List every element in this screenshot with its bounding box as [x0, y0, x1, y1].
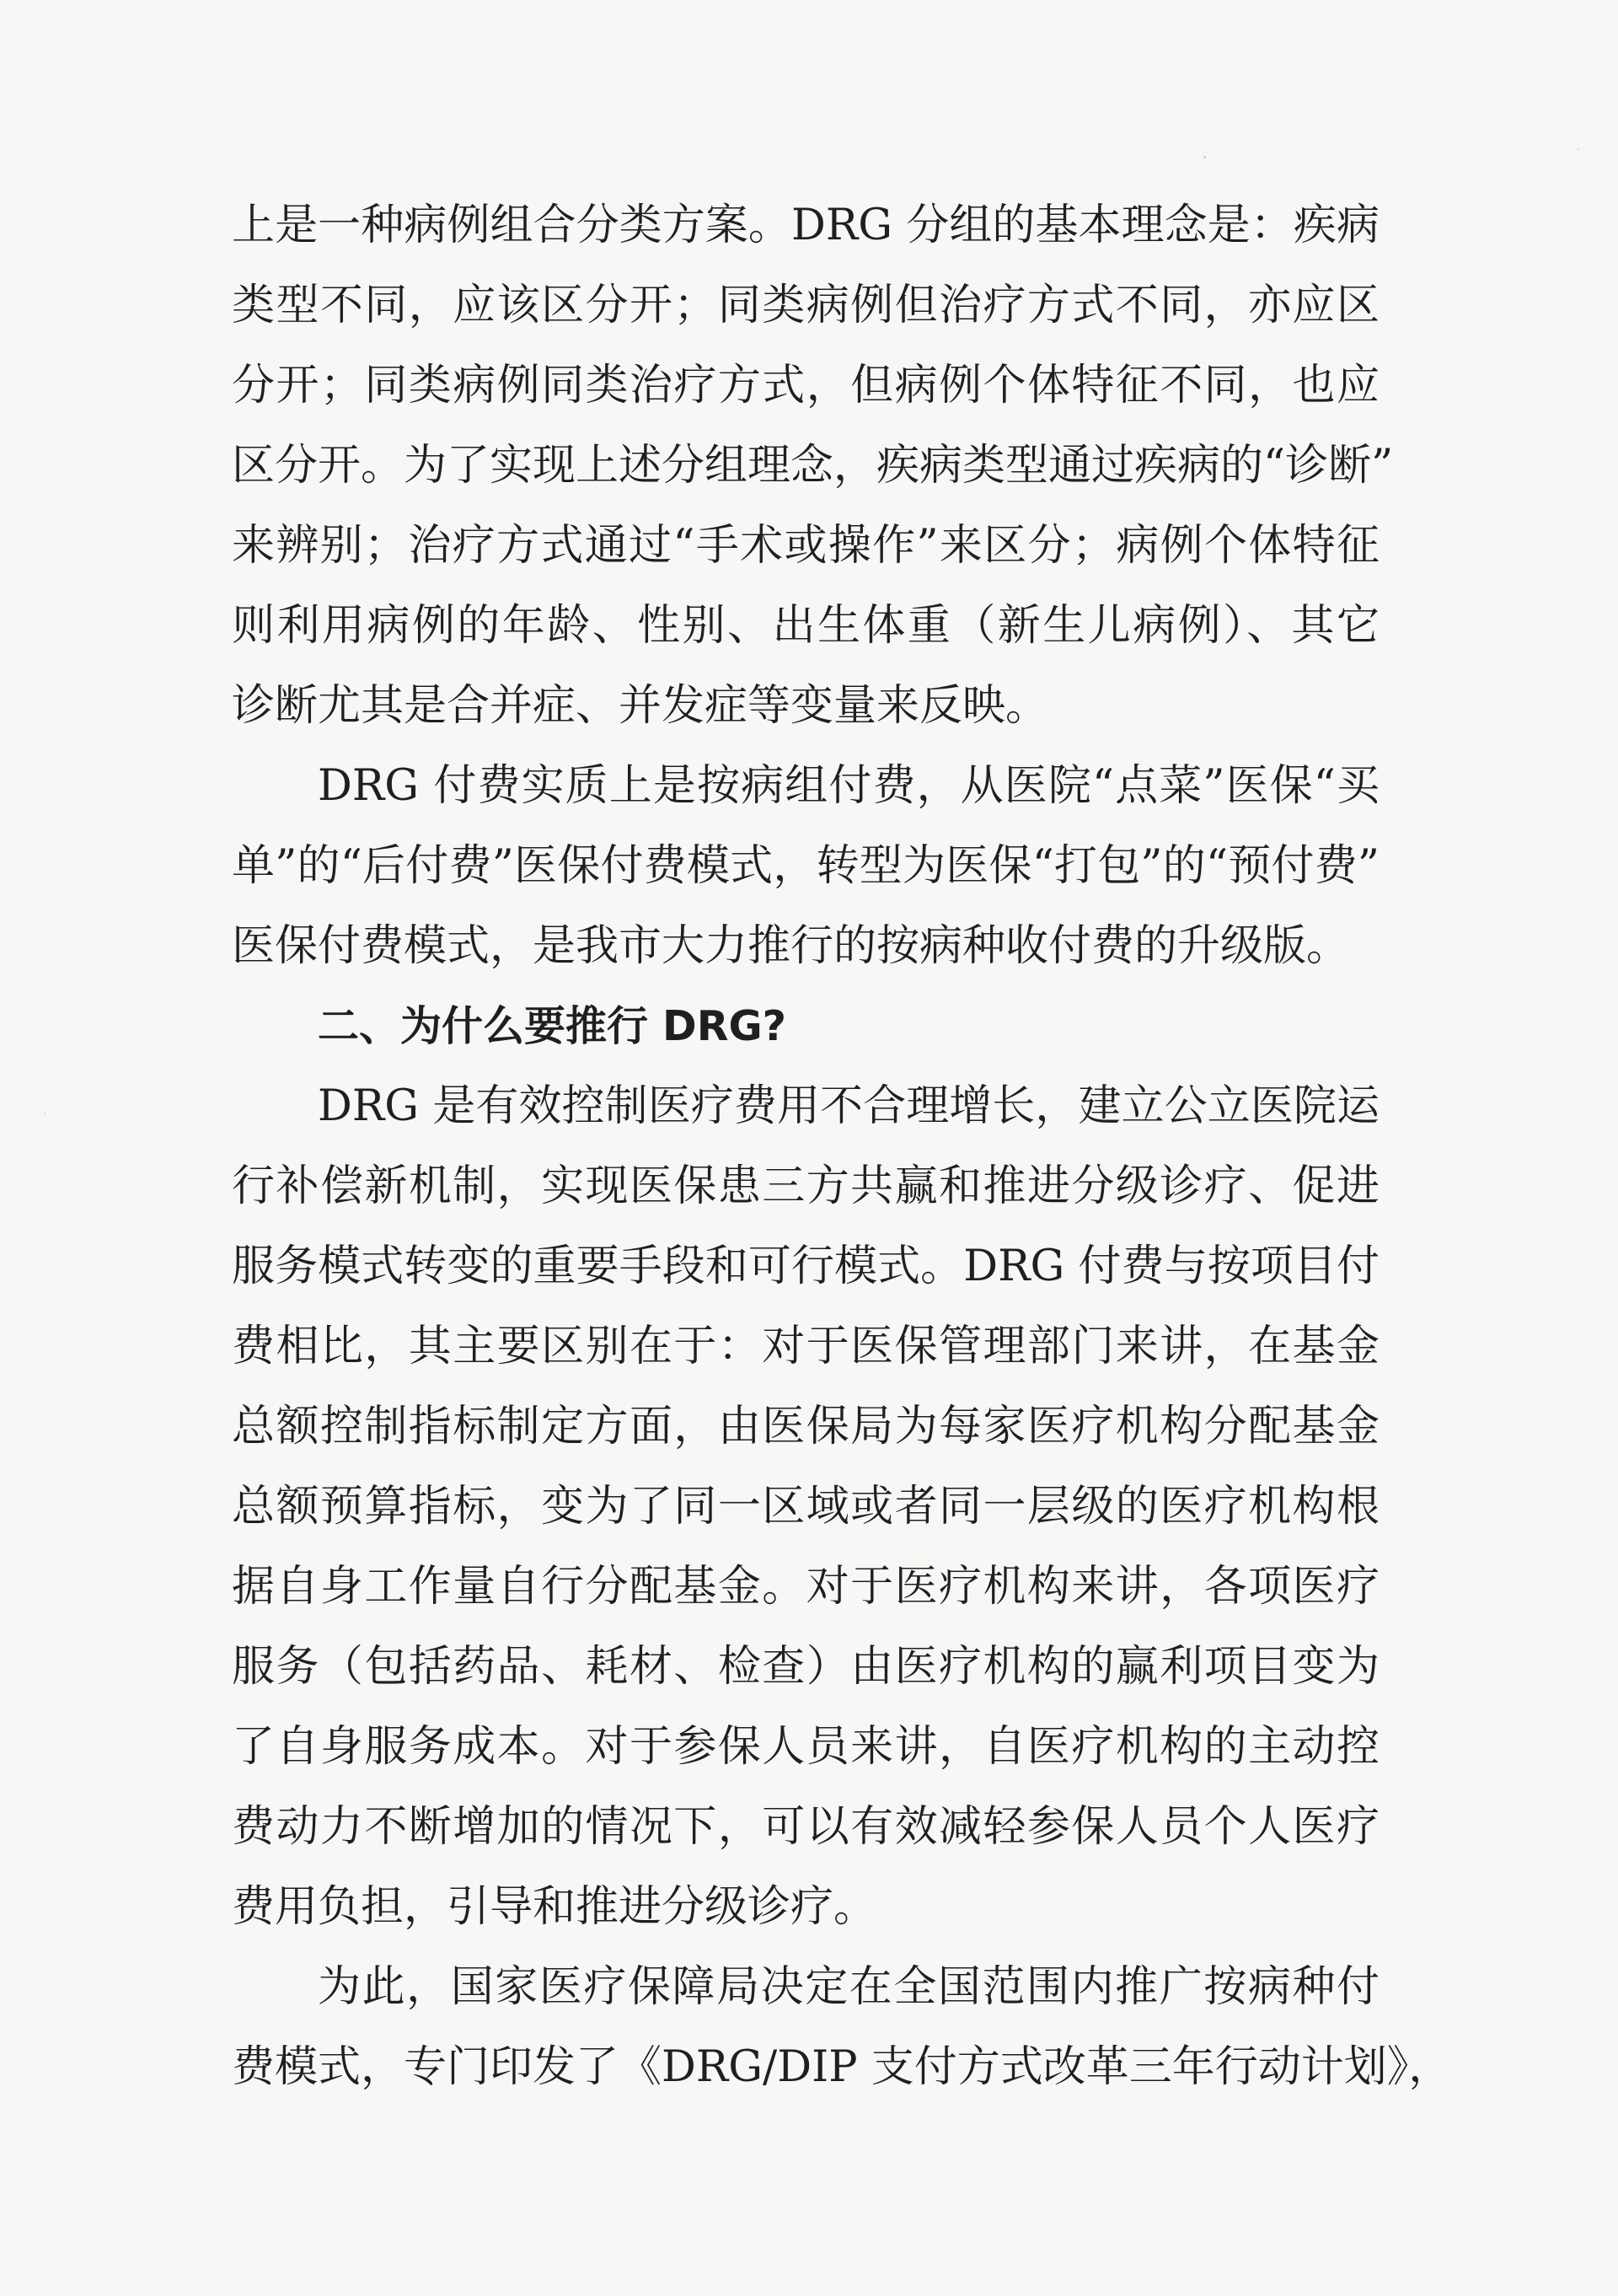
paragraph-line: 据自身工作量自行分配基金。对于医疗机构来讲，各项医疗	[232, 1562, 1380, 1612]
paragraph-2	[232, 746, 1380, 986]
paragraph-line: 上是一种病例组合分类方案。DRG 分组的基本理念是：疾病	[232, 201, 1380, 250]
paragraph-line: 费相比，其主要区别在于：对于医保管理部门来讲，在基金	[232, 1322, 1380, 1371]
scan-speck	[1578, 148, 1579, 150]
paragraph-line: 服务模式转变的重要手段和可行模式。DRG 付费与按项目付	[232, 1242, 1380, 1291]
paragraph-line: 分开；同类病例同类治疗方式，但病例个体特征不同，也应	[232, 361, 1380, 410]
paragraph-4	[232, 1947, 1452, 2107]
paragraph-line: 来辨别；治疗方式通过“手术或操作”来区分；病例个体特征	[232, 521, 1380, 571]
paragraph-line: 则利用病例的年龄、性别、出生体重（新生儿病例）、其它	[232, 601, 1380, 651]
paragraph-line: DRG 是有效控制医疗费用不合理增长，建立公立医院运	[318, 1081, 1380, 1131]
paragraph-line: 服务（包括药品、耗材、检查）由医疗机构的赢利项目变为	[232, 1642, 1380, 1692]
paragraph-line: 总额预算指标，变为了同一区域或者同一层级的医疗机构根	[232, 1482, 1380, 1532]
paragraph-line: 医保付费模式，是我市大力推行的按病种收付费的升级版。	[232, 921, 1350, 971]
paragraph-1	[232, 185, 1394, 746]
paragraph-line: 类型不同，应该区分开；同类病例但治疗方式不同，亦应区	[232, 281, 1380, 330]
paragraph-line: 区分开。为了实现上述分组理念，疾病类型通过疾病的“诊断”	[232, 441, 1394, 491]
paragraph-3	[232, 1066, 1380, 1947]
paragraph-line: 为此，国家医疗保障局决定在全国范围内推广按病种付	[318, 1962, 1380, 2012]
paragraph-line: 费模式，专门印发了《DRG/DIP 支付方式改革三年行动计划》，	[232, 2042, 1452, 2092]
scan-speck	[1203, 156, 1206, 158]
section-heading: 二、为什么要推行 DRG?	[318, 1002, 787, 1050]
document-body	[232, 185, 1452, 2107]
paragraph-line: DRG 付费实质上是按病组付费，从医院“点菜”医保“买	[318, 761, 1380, 811]
scan-speck	[44, 1113, 46, 1114]
paragraph-line: 总额控制指标制定方面，由医保局为每家医疗机构分配基金	[232, 1402, 1380, 1451]
paragraph-line: 费动力不断增加的情况下，可以有效减轻参保人员个人医疗	[232, 1802, 1380, 1852]
paragraph-line: 行补偿新机制，实现医保患三方共赢和推进分级诊疗、促进	[232, 1161, 1380, 1211]
paragraph-line: 诊断尤其是合并症、并发症等变量来反映。	[232, 681, 1049, 731]
paragraph-line: 费用负担，引导和推进分级诊疗。	[232, 1882, 877, 1932]
paragraph-line: 单”的“后付费”医保付费模式，转型为医保“打包”的“预付费”	[232, 841, 1380, 891]
paragraph-line: 了自身服务成本。对于参保人员来讲，自医疗机构的主动控	[232, 1722, 1380, 1772]
